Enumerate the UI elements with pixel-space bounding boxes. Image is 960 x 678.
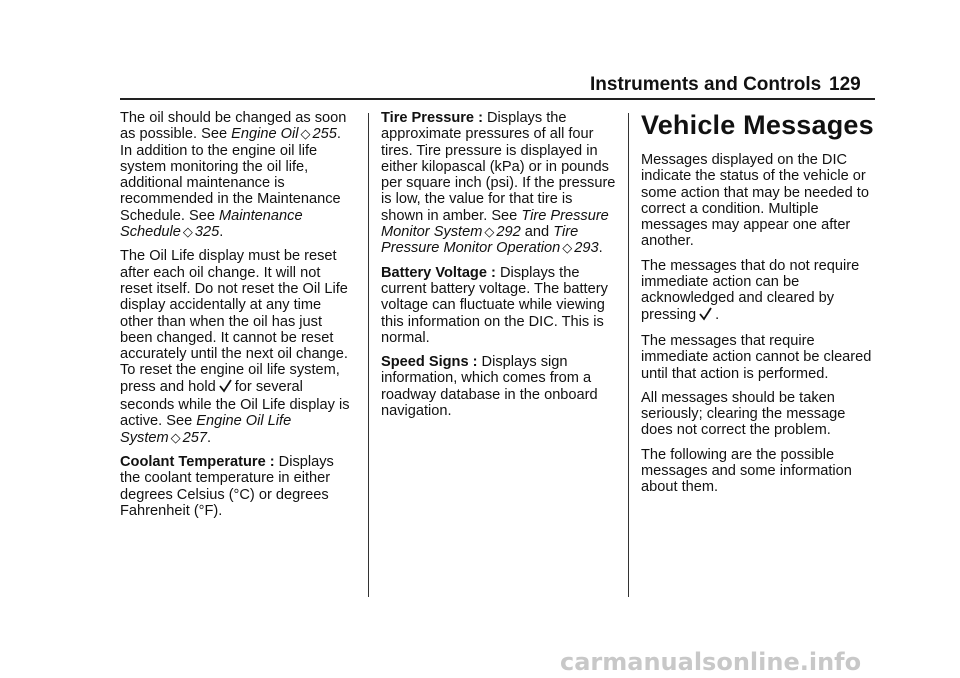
tire-pressure-monitor-operation-page[interactable]: 293: [574, 240, 599, 257]
section-title: Instruments and Controls: [590, 74, 822, 95]
column-divider-2: [628, 113, 629, 597]
messages-following-paragraph: The following are the possible messages and some information about them.: [641, 446, 852, 496]
engine-oil-life-system-link[interactable]: Engine Oil Life System: [120, 413, 292, 446]
tire-pressure-monitor-operation-link[interactable]: Tire Pressure Monitor Operation: [381, 224, 579, 257]
engine-oil-life-system-page[interactable]: 257: [182, 429, 208, 446]
tire-pressure-term: Tire Pressure :: [381, 110, 483, 126]
maintenance-schedule-page[interactable]: 325: [194, 224, 220, 241]
checkmark-icon: [219, 379, 232, 397]
coolant-temperature-entry: Coolant Temperature : Displays the coolant temperature in either degrees Celsius (°C) or degrees Fahrenheit (°F).: [120, 453, 334, 519]
tire-pressure-monitor-system-link[interactable]: Tire Pressure Monitor System: [381, 207, 609, 241]
page-ref-icon: ◇: [300, 126, 311, 142]
engine-oil-link[interactable]: Engine Oil: [231, 126, 299, 143]
column-divider-1: [368, 113, 369, 597]
tire-pressure-entry: Tire Pressure : Displays the approximate pressures of all four tires. Tire pressure is displayed in either kilopascal (kPa) or in pounds per square inch (psi). If the pressure is low, the value for that tire is shown in amber. See Tire Pressure Monitor System ◇ 292 and Tire Pressure Monitor Operation ◇ 293.: [381, 110, 616, 257]
speed-signs-term: Speed Signs :: [381, 354, 478, 371]
oil-change-paragraph: The oil should be changed as soon as possible. See Engine Oil ◇ 255. In addition to the engine oil life system monitoring the oil life, additional maintenance is recommended in the Maintenance Schedule. See Maintenance Schedule ◇ 325.: [120, 110, 347, 241]
messages-intro-paragraph: Messages displayed on the DIC indicate the status of the vehicle or some action that may be needed to correct a condition. Multiple messages may appear one after another.: [641, 152, 869, 250]
vehicle-messages-heading: Vehicle Messages: [641, 110, 874, 140]
page-ref-icon: ◇: [562, 240, 573, 256]
header-divider: [120, 98, 875, 100]
oil-life-reset-paragraph: The Oil Life display must be reset after each oil change. It will not reset itself. Do not reset the Oil Life display accidentally at any time other than when the oil has just been changed. It cannot be reset accurately until the next oil change. To reset the engine oil life system, press and hold for several seconds while the Oil Life display is active. See Engine Oil Life System ◇ 257.: [120, 248, 350, 446]
tire-pressure-monitor-system-page[interactable]: 292: [496, 224, 521, 241]
messages-serious-paragraph: All messages should be taken seriously; clearing the message does not correct the problem.: [641, 389, 846, 439]
column-2: [381, 110, 616, 427]
messages-acknowledge-paragraph: The messages that do not require immediate action can be acknowledged and cleared by pressing .: [641, 258, 876, 325]
speed-signs-entry: Speed Signs : Displays sign information, which comes from a roadway database in the onboard navigation.: [381, 354, 598, 420]
coolant-temperature-term: Coolant Temperature :: [120, 453, 275, 470]
messages-immediate-paragraph: The messages that require immediate action cannot be cleared until that action is performed.: [641, 332, 872, 382]
column-3: [641, 110, 876, 504]
checkmark-icon: [699, 307, 712, 325]
engine-oil-page[interactable]: 255: [312, 126, 337, 143]
watermark: carmanualsonline.info: [560, 648, 862, 676]
column-1: [120, 110, 355, 527]
page-ref-icon: ◇: [170, 429, 181, 445]
page-ref-icon: ◇: [484, 224, 495, 240]
page-ref-icon: ◇: [182, 224, 193, 240]
page-number: 129: [829, 74, 861, 95]
maintenance-schedule-link[interactable]: Maintenance Schedule: [120, 207, 303, 241]
battery-voltage-term: Battery Voltage :: [381, 264, 496, 281]
battery-voltage-entry: Battery Voltage : Displays the current battery voltage. The battery voltage can fluctuate while viewing this information on the DIC. This is normal.: [381, 264, 608, 346]
